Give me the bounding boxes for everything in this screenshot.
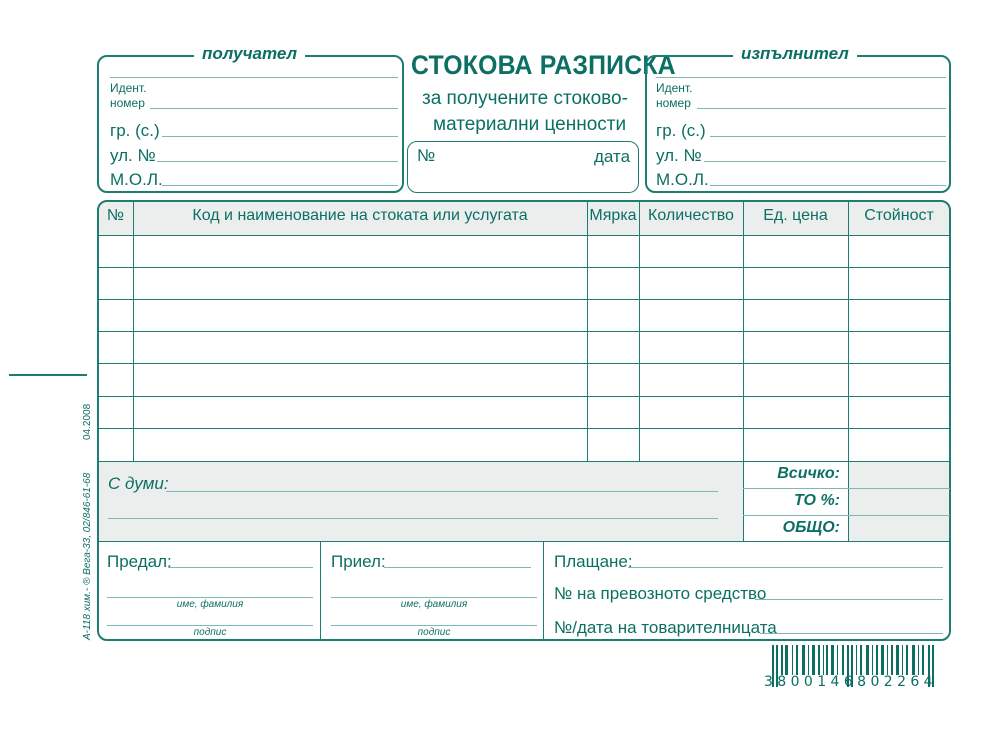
recipient-top-line[interactable]	[110, 77, 398, 78]
row-divider	[98, 461, 950, 462]
col-header-number: №	[106, 207, 125, 224]
signature-divider	[543, 541, 544, 640]
handed-name-field[interactable]	[107, 597, 313, 598]
col-header-value: Стойност	[864, 207, 934, 224]
form-title: СТОКОВА РАЗПИСКА	[411, 50, 676, 80]
table-row[interactable]	[98, 300, 950, 331]
recipient-street-label: ул. №	[110, 146, 156, 165]
vat-value-field[interactable]	[849, 489, 949, 515]
payment-field[interactable]	[628, 567, 943, 568]
table-row[interactable]	[98, 236, 950, 267]
contractor-id-field[interactable]	[697, 108, 946, 109]
print-info-text: А-118 хим.- ® Вега-33, 02/846-61-68	[82, 472, 93, 640]
handed-label: Предал:	[107, 552, 172, 571]
form-subtitle-line2: материални ценности	[433, 114, 627, 135]
bottom-section-divider	[98, 541, 950, 542]
contractor-top-line[interactable]	[656, 77, 946, 78]
recipient-legend: получател	[194, 44, 305, 64]
table-row[interactable]	[98, 364, 950, 396]
contractor-mol-label: М.О.Л.	[656, 170, 709, 189]
vehicle-field[interactable]	[755, 599, 943, 600]
col-header-name: Код и наименование на стоката или услугата	[192, 207, 528, 224]
form-subtitle-line1: за получените стоково-	[422, 88, 628, 109]
vehicle-label: № на превозното средство	[554, 584, 767, 603]
contractor-street-field[interactable]	[704, 161, 946, 162]
cut-mark	[9, 374, 87, 376]
recipient-city-label: гр. (с.)	[110, 121, 160, 140]
received-name-field[interactable]	[331, 597, 537, 598]
in-words-label: С думи:	[108, 474, 169, 493]
recipient-id-field[interactable]	[150, 108, 398, 109]
table-row[interactable]	[98, 268, 950, 299]
date-label: дата	[594, 147, 631, 166]
payment-label: Плащане:	[554, 552, 633, 571]
handed-signature-caption: подпис	[193, 627, 227, 638]
recipient-id-label-1: Идент.	[110, 81, 147, 95]
grand-total-label: ОБЩО:	[782, 519, 840, 536]
recipient-id-label-2: номер	[110, 96, 145, 110]
recipient-mol-label: М.О.Л.	[110, 170, 163, 189]
received-name-caption: име, фамилия	[400, 599, 468, 610]
waybill-field[interactable]	[760, 633, 943, 634]
contractor-city-label: гр. (с.)	[656, 121, 706, 140]
col-header-quantity: Количество	[648, 207, 734, 224]
vat-label: ТО %:	[793, 492, 840, 509]
table-row[interactable]	[98, 429, 950, 461]
contractor-mol-field[interactable]	[710, 185, 946, 186]
barcode	[764, 645, 943, 690]
col-header-unit-price: Ед. цена	[763, 207, 828, 224]
col-header-unit: Мярка	[589, 207, 637, 224]
contractor-id-label-1: Идент.	[656, 81, 693, 95]
received-signature-field[interactable]	[331, 625, 537, 626]
received-signature-caption: подпис	[417, 627, 451, 638]
received-label: Приел:	[331, 552, 386, 571]
number-label: №	[417, 146, 436, 165]
in-words-field-2[interactable]	[108, 518, 718, 519]
recipient-street-field[interactable]	[157, 161, 398, 162]
handed-signature-field[interactable]	[107, 625, 313, 626]
edition-date: 04.2008	[82, 403, 93, 440]
total-value-field[interactable]	[849, 462, 949, 488]
contractor-city-field[interactable]	[710, 136, 946, 137]
received-field[interactable]	[384, 567, 531, 568]
signature-divider	[320, 541, 321, 640]
handed-name-caption: име, фамилия	[176, 599, 244, 610]
recipient-city-field[interactable]	[162, 136, 398, 137]
handed-field[interactable]	[168, 567, 313, 568]
waybill-label: №/дата на товарителницата	[554, 618, 777, 637]
table-row[interactable]	[98, 397, 950, 428]
total-label: Всичко:	[777, 465, 840, 482]
barcode-digits: 3800146802264	[764, 674, 937, 690]
contractor-street-label: ул. №	[656, 146, 702, 165]
recipient-mol-field[interactable]	[162, 185, 398, 186]
table-row[interactable]	[98, 332, 950, 363]
contractor-id-label-2: номер	[656, 96, 691, 110]
contractor-legend: изпълнител	[733, 44, 857, 64]
grand-total-value-field[interactable]	[849, 516, 949, 541]
in-words-field-1[interactable]	[166, 491, 718, 492]
